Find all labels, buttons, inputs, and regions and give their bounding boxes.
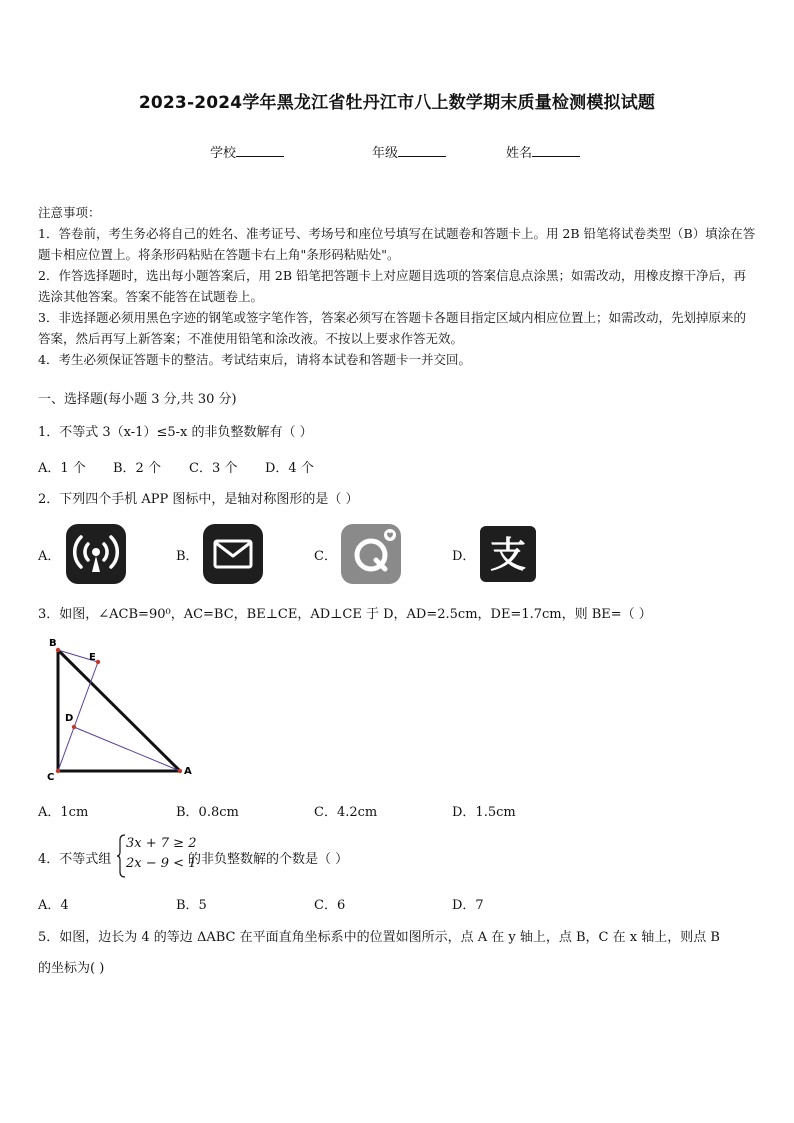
q2-stem: 2．下列四个手机 APP 图标中，是轴对称图形的是（ ） <box>38 492 359 507</box>
q5-stem-line2: 的坐标为( ) <box>38 961 105 976</box>
q4-system <box>126 834 196 874</box>
alipay-glyph: 支 <box>489 535 527 576</box>
label-b: B <box>49 638 57 649</box>
note-item: 4．考生必须保证答题卡的整洁。考试结束后，请将本试卷和答题卡一并交回。 <box>38 352 471 367</box>
q3-figure <box>40 632 200 782</box>
point-e <box>96 660 100 664</box>
q-search-icon <box>341 524 401 584</box>
q4-option-c: C．6 <box>314 898 346 913</box>
point-d <box>72 725 76 729</box>
q3-option-b: B．0.8cm <box>176 805 239 820</box>
school-blank <box>236 144 284 157</box>
side-ab <box>58 650 180 771</box>
alipay-icon <box>480 526 536 582</box>
section-heading: 一、选择题(每小题 3 分,共 30 分) <box>38 392 237 407</box>
q1-option-d: D．4 个 <box>265 461 314 476</box>
q3-option-a: A．1cm <box>38 805 89 820</box>
point-a <box>178 769 182 773</box>
q4-brace <box>116 834 126 878</box>
segment-ad <box>74 727 180 771</box>
q1-option-a: A．1 个 <box>38 461 86 476</box>
q2-label-d: D． <box>452 549 476 564</box>
page-title: 2023-2024学年黑龙江省牡丹江市八上数学期末质量检测模拟试题 <box>138 93 656 113</box>
notes-block <box>38 202 758 370</box>
q4-ineq-2: 2x − 9 < 1 <box>126 856 197 871</box>
q4-prefix: 4．不等式组 <box>38 852 112 867</box>
q4-suffix: 的非负整数解的个数是（ ） <box>188 852 349 867</box>
school-field <box>210 142 284 161</box>
q4-ineq-1: 3x + 7 ≥ 2 <box>126 836 197 851</box>
notes-heading: 注意事项： <box>38 205 101 220</box>
q1-stem: 1．不等式 3（x-1）≤5-x 的非负整数解有（ ） <box>38 425 313 440</box>
q4-option-b: B．5 <box>176 898 207 913</box>
q3-option-c: C．4.2cm <box>314 805 378 820</box>
note-item: 1．答卷前，考生务必将自己的姓名、准考证号、考场号和座位号填写在试题卷和答题卡上。用 2B 铅笔将试卷类型（B）填涂在答题卡相应位置上。将条形码粘贴在答题卡右上角"条形码粘贴处"。 <box>38 226 756 262</box>
label-a: A <box>184 766 192 777</box>
q2-label-c: C． <box>314 549 337 564</box>
grade-field <box>372 142 446 161</box>
q1-option-b: B．2 个 <box>113 461 161 476</box>
name-blank <box>532 144 580 157</box>
q4-option-d: D．7 <box>452 898 484 913</box>
grade-label: 年级 <box>372 146 399 161</box>
note-item: 3．非选择题必须用黑色字迹的钢笔或签字笔作答，答案必须写在答题卡各题目指定区域内相应位置上；如需改动，先划掉原来的答案，然后再写上新答案；不准使用铅笔和涂改液。不按以上要求作答无效。 <box>38 310 746 346</box>
q2-label-a: A． <box>38 549 61 564</box>
q5-stem-line1: 5．如图，边长为 4 的等边 ΔABC 在平面直角坐标系中的位置如图所示，点 A 在 y 轴上，点 B，C 在 x 轴上，则点 B <box>38 930 720 945</box>
label-e: E <box>89 652 96 663</box>
school-label: 学校 <box>210 146 237 161</box>
note-item: 2．作答选择题时，选出每小题答案后，用 2B 铅笔把答题卡上对应题目选项的答案信息点涂黑；如需改动，用橡皮擦干净后，再选涂其他答案。答案不能答在试题卷上。 <box>38 268 747 304</box>
mail-icon <box>203 524 263 584</box>
grade-blank <box>398 144 446 157</box>
wifi-signal-icon <box>66 524 126 584</box>
q2-label-b: B． <box>176 549 199 564</box>
q4-option-a: A．4 <box>38 898 69 913</box>
q3-option-d: D．1.5cm <box>452 805 516 820</box>
q1-option-c: C．3 个 <box>189 461 238 476</box>
label-d: D <box>65 713 74 724</box>
q3-stem: 3．如图，∠ACB=90⁰，AC=BC，BE⊥CE，AD⊥CE 于 D，AD=2.5cm，DE=1.7cm，则 BE=（ ） <box>38 607 652 622</box>
name-field <box>506 142 580 161</box>
name-label: 姓名 <box>506 146 533 161</box>
segment-ce <box>58 662 98 771</box>
point-c <box>56 769 60 773</box>
label-c: C <box>47 772 55 782</box>
